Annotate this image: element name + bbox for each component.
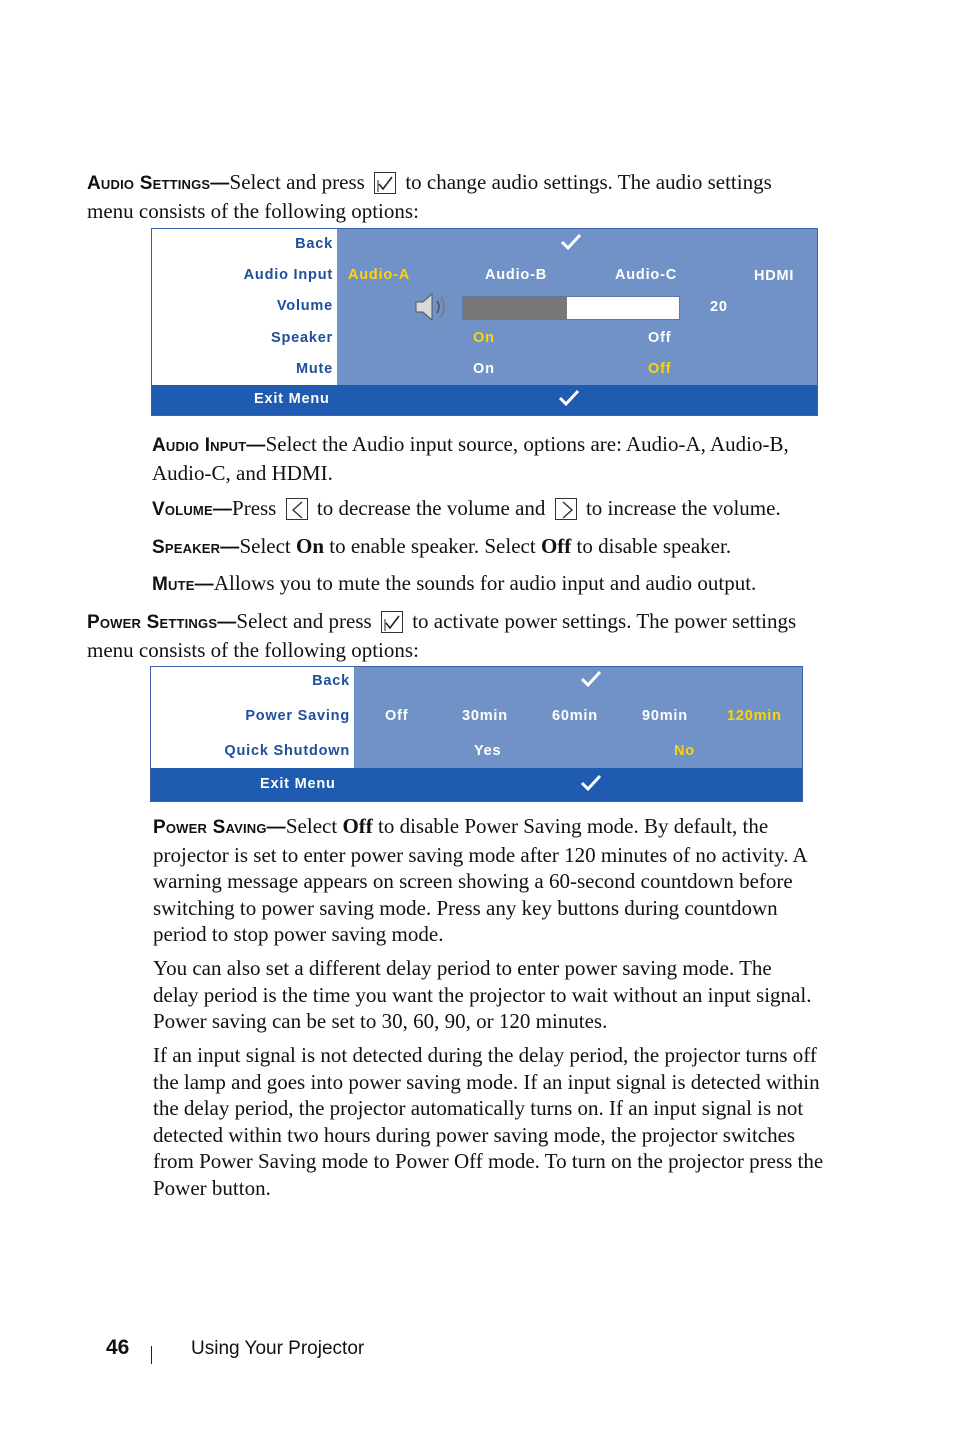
power-saving-option-90min[interactable]: 90min xyxy=(642,708,688,724)
mute-option-off[interactable]: Off xyxy=(648,361,672,377)
menu-item-mute[interactable]: Mute xyxy=(295,361,333,377)
menu-item-volume[interactable]: Volume xyxy=(276,298,333,314)
footer-divider xyxy=(151,1346,152,1364)
menu-item-back[interactable]: Back xyxy=(312,673,350,689)
power-saving-option-120min[interactable]: 120min xyxy=(727,708,782,724)
menu-item-speaker[interactable]: Speaker xyxy=(270,330,333,346)
menu-item-quick-shutdown[interactable]: Quick Shutdown xyxy=(224,743,350,759)
power-saving-heading: Power Saving— xyxy=(153,817,286,838)
page-number: 46 xyxy=(106,1336,130,1359)
audio-settings-menu xyxy=(151,228,818,416)
power-settings-paragraph: Power Settings—Select and press to activate power settings. The power settings menu consists of the following options: xyxy=(87,609,797,662)
power-saving-paragraph: Power Saving—Select Off to disable Power Saving mode. By default, the projector is set to enter power saving mode after 120 minutes of no activity. A warning message appears on screen showing a 60-second countdown before switching to power saving mode. Press any key buttons during countdown period to stop power saving mode. xyxy=(153,814,807,946)
audio-input-option-c[interactable]: Audio-C xyxy=(615,267,677,283)
audio-input-heading: Audio Input— xyxy=(152,435,266,456)
power-saving-option-off[interactable]: Off xyxy=(385,708,409,724)
exit-menu-label: Exit Menu xyxy=(254,391,330,407)
volume-value: 20 xyxy=(710,299,728,315)
menu-item-audio-input[interactable]: Audio Input xyxy=(243,267,333,283)
audio-input-option-b[interactable]: Audio-B xyxy=(485,267,547,283)
check-icon[interactable] xyxy=(580,670,602,688)
menu-item-power-saving[interactable]: Power Saving xyxy=(245,708,350,724)
quick-shutdown-option-no[interactable]: No xyxy=(674,743,695,759)
volume-slider-fill xyxy=(463,297,567,319)
mute-heading: Mute— xyxy=(152,574,214,595)
speaker-heading: Speaker— xyxy=(152,537,240,558)
right-arrow-icon xyxy=(555,498,577,520)
input-signal-paragraph: If an input signal is not detected during the delay period, the projector turns off the lamp and goes into power saving mode. If an input signal is detected within the delay period, the projector automatically turns on. If an input signal is not detected within two hours during power saving mode, the projector switches from Power Saving mode to Power Off mode. To turn on the projector press the Power button. xyxy=(153,1043,824,1200)
audio-settings-paragraph: Audio Settings—Select and press to change audio settings. The audio settings menu consists of the following options: xyxy=(87,170,772,223)
audio-settings-heading: Audio Settings— xyxy=(87,173,230,194)
speaker-paragraph: Speaker—Select On to enable speaker. Select Off to disable speaker. xyxy=(152,534,732,558)
exit-menu-bar[interactable] xyxy=(151,768,802,801)
exit-menu-bar[interactable] xyxy=(152,385,817,415)
menu-item-back[interactable]: Back xyxy=(295,236,333,252)
power-saving-option-30min[interactable]: 30min xyxy=(462,708,508,724)
speaker-option-on[interactable]: On xyxy=(473,330,495,346)
speaker-option-off[interactable]: Off xyxy=(648,330,672,346)
left-arrow-icon xyxy=(286,498,308,520)
volume-slider[interactable] xyxy=(462,296,680,320)
audio-input-paragraph: Audio Input—Select the Audio input source, options are: Audio-A, Audio-B, Audio-C, and HDMI. xyxy=(152,432,789,485)
power-settings-heading: Power Settings— xyxy=(87,612,237,633)
check-icon[interactable] xyxy=(560,233,582,251)
check-icon[interactable] xyxy=(558,389,580,407)
power-saving-option-60min[interactable]: 60min xyxy=(552,708,598,724)
volume-paragraph: Volume—Press to decrease the volume and to increase the volume. xyxy=(152,496,781,520)
enter-check-icon xyxy=(381,611,403,633)
section-title: Using Your Projector xyxy=(191,1338,365,1359)
audio-input-option-a[interactable]: Audio-A xyxy=(348,267,410,283)
exit-menu-label: Exit Menu xyxy=(260,776,336,792)
delay-period-paragraph: You can also set a different delay period to enter power saving mode. The delay period is the time you want the projector to wait without an input signal. Power saving can be set to 30, 60, 90, or 120 minutes. xyxy=(153,956,812,1033)
quick-shutdown-option-yes[interactable]: Yes xyxy=(474,743,502,759)
enter-check-icon xyxy=(374,172,396,194)
check-icon[interactable] xyxy=(580,774,602,792)
power-settings-menu xyxy=(150,666,803,802)
mute-paragraph: Mute—Allows you to mute the sounds for audio input and audio output. xyxy=(152,571,757,595)
audio-input-option-hdmi[interactable]: HDMI xyxy=(754,268,795,284)
speaker-icon xyxy=(414,291,452,323)
volume-heading: Volume— xyxy=(152,499,233,520)
mute-option-on[interactable]: On xyxy=(473,361,495,377)
